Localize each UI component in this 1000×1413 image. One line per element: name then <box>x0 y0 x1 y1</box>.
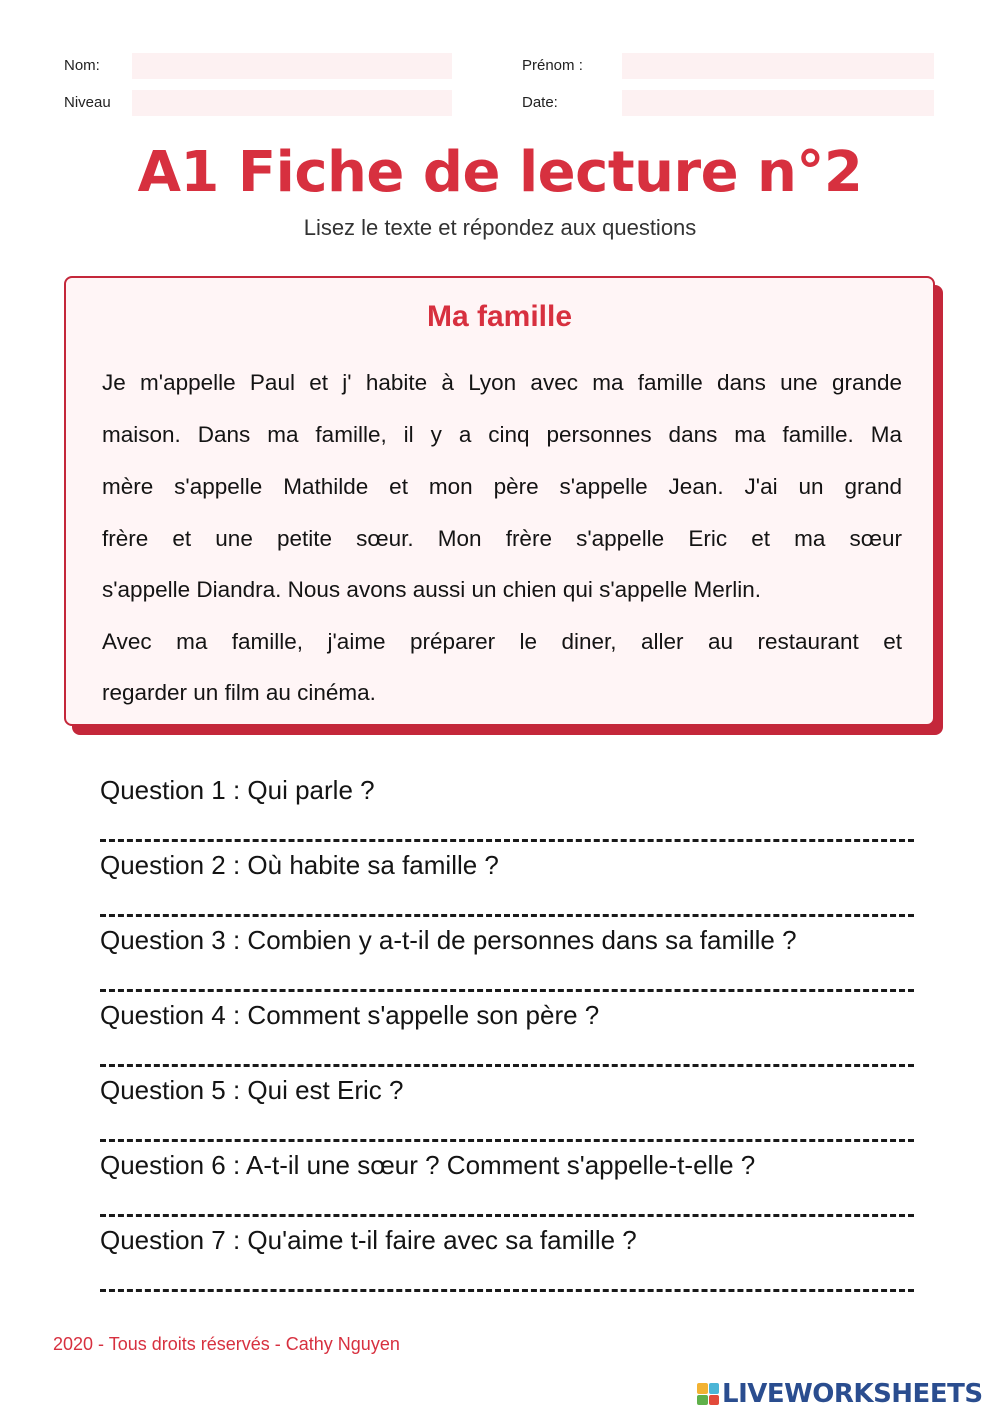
answer-1-input[interactable] <box>100 812 914 842</box>
answer-6-input[interactable] <box>100 1187 914 1217</box>
answer-4-input[interactable] <box>100 1037 914 1067</box>
niveau-label: Niveau <box>64 94 111 111</box>
answer-3-input[interactable] <box>100 962 914 992</box>
brand-name: LIVEWORKSHEETS <box>722 1379 983 1409</box>
question-2: Question 2 : Où habite sa famille ? <box>100 850 499 880</box>
date-label: Date: <box>522 94 558 111</box>
page-title: A1 Fiche de lecture n°2 <box>137 140 863 205</box>
prenom-label: Prénom : <box>522 57 583 74</box>
story-line: s'appelle Diandra. Nous avons aussi un chien qui s'appelle Merlin. <box>102 577 761 602</box>
nom-input[interactable] <box>132 53 452 79</box>
prenom-input[interactable] <box>622 53 934 79</box>
nom-label: Nom: <box>64 57 100 74</box>
story-line: frère et une petite sœur. Mon frère s'appelle Eric et ma sœur <box>102 526 902 551</box>
niveau-input[interactable] <box>132 90 452 116</box>
story-line: Avec ma famille, j'aime préparer le diner, aller au restaurant et <box>102 629 902 654</box>
question-6: Question 6 : A-t-il une sœur ? Comment s'appelle-t-elle ? <box>100 1150 756 1180</box>
copyright-footer: 2020 - Tous droits réservés - Cathy Nguyen <box>53 1334 400 1354</box>
story-line: mère s'appelle Mathilde et mon père s'appelle Jean. J'ai un grand <box>102 474 902 499</box>
answer-2-input[interactable] <box>100 887 914 917</box>
story-title: Ma famille <box>426 300 573 333</box>
question-4: Question 4 : Comment s'appelle son père ? <box>100 1000 600 1030</box>
answer-7-input[interactable] <box>100 1262 914 1292</box>
date-input[interactable] <box>622 90 934 116</box>
page-subtitle: Lisez le texte et répondez aux questions <box>303 215 697 240</box>
question-7: Question 7 : Qu'aime t-il faire avec sa famille ? <box>100 1225 637 1255</box>
story-line: maison. Dans ma famille, il y a cinq personnes dans ma famille. Ma <box>102 422 902 447</box>
liveworksheets-logo-icon <box>697 1383 719 1405</box>
story-box <box>64 276 935 726</box>
question-3: Question 3 : Combien y a-t-il de personnes dans sa famille ? <box>100 925 797 955</box>
question-5: Question 5 : Qui est Eric ? <box>100 1075 404 1105</box>
answer-5-input[interactable] <box>100 1112 914 1142</box>
story-line: regarder un film au cinéma. <box>102 680 376 705</box>
story-line: Je m'appelle Paul et j' habite à Lyon avec ma famille dans une grande <box>102 370 902 395</box>
question-1: Question 1 : Qui parle ? <box>100 775 375 805</box>
liveworksheets-brand[interactable] <box>697 1379 983 1409</box>
